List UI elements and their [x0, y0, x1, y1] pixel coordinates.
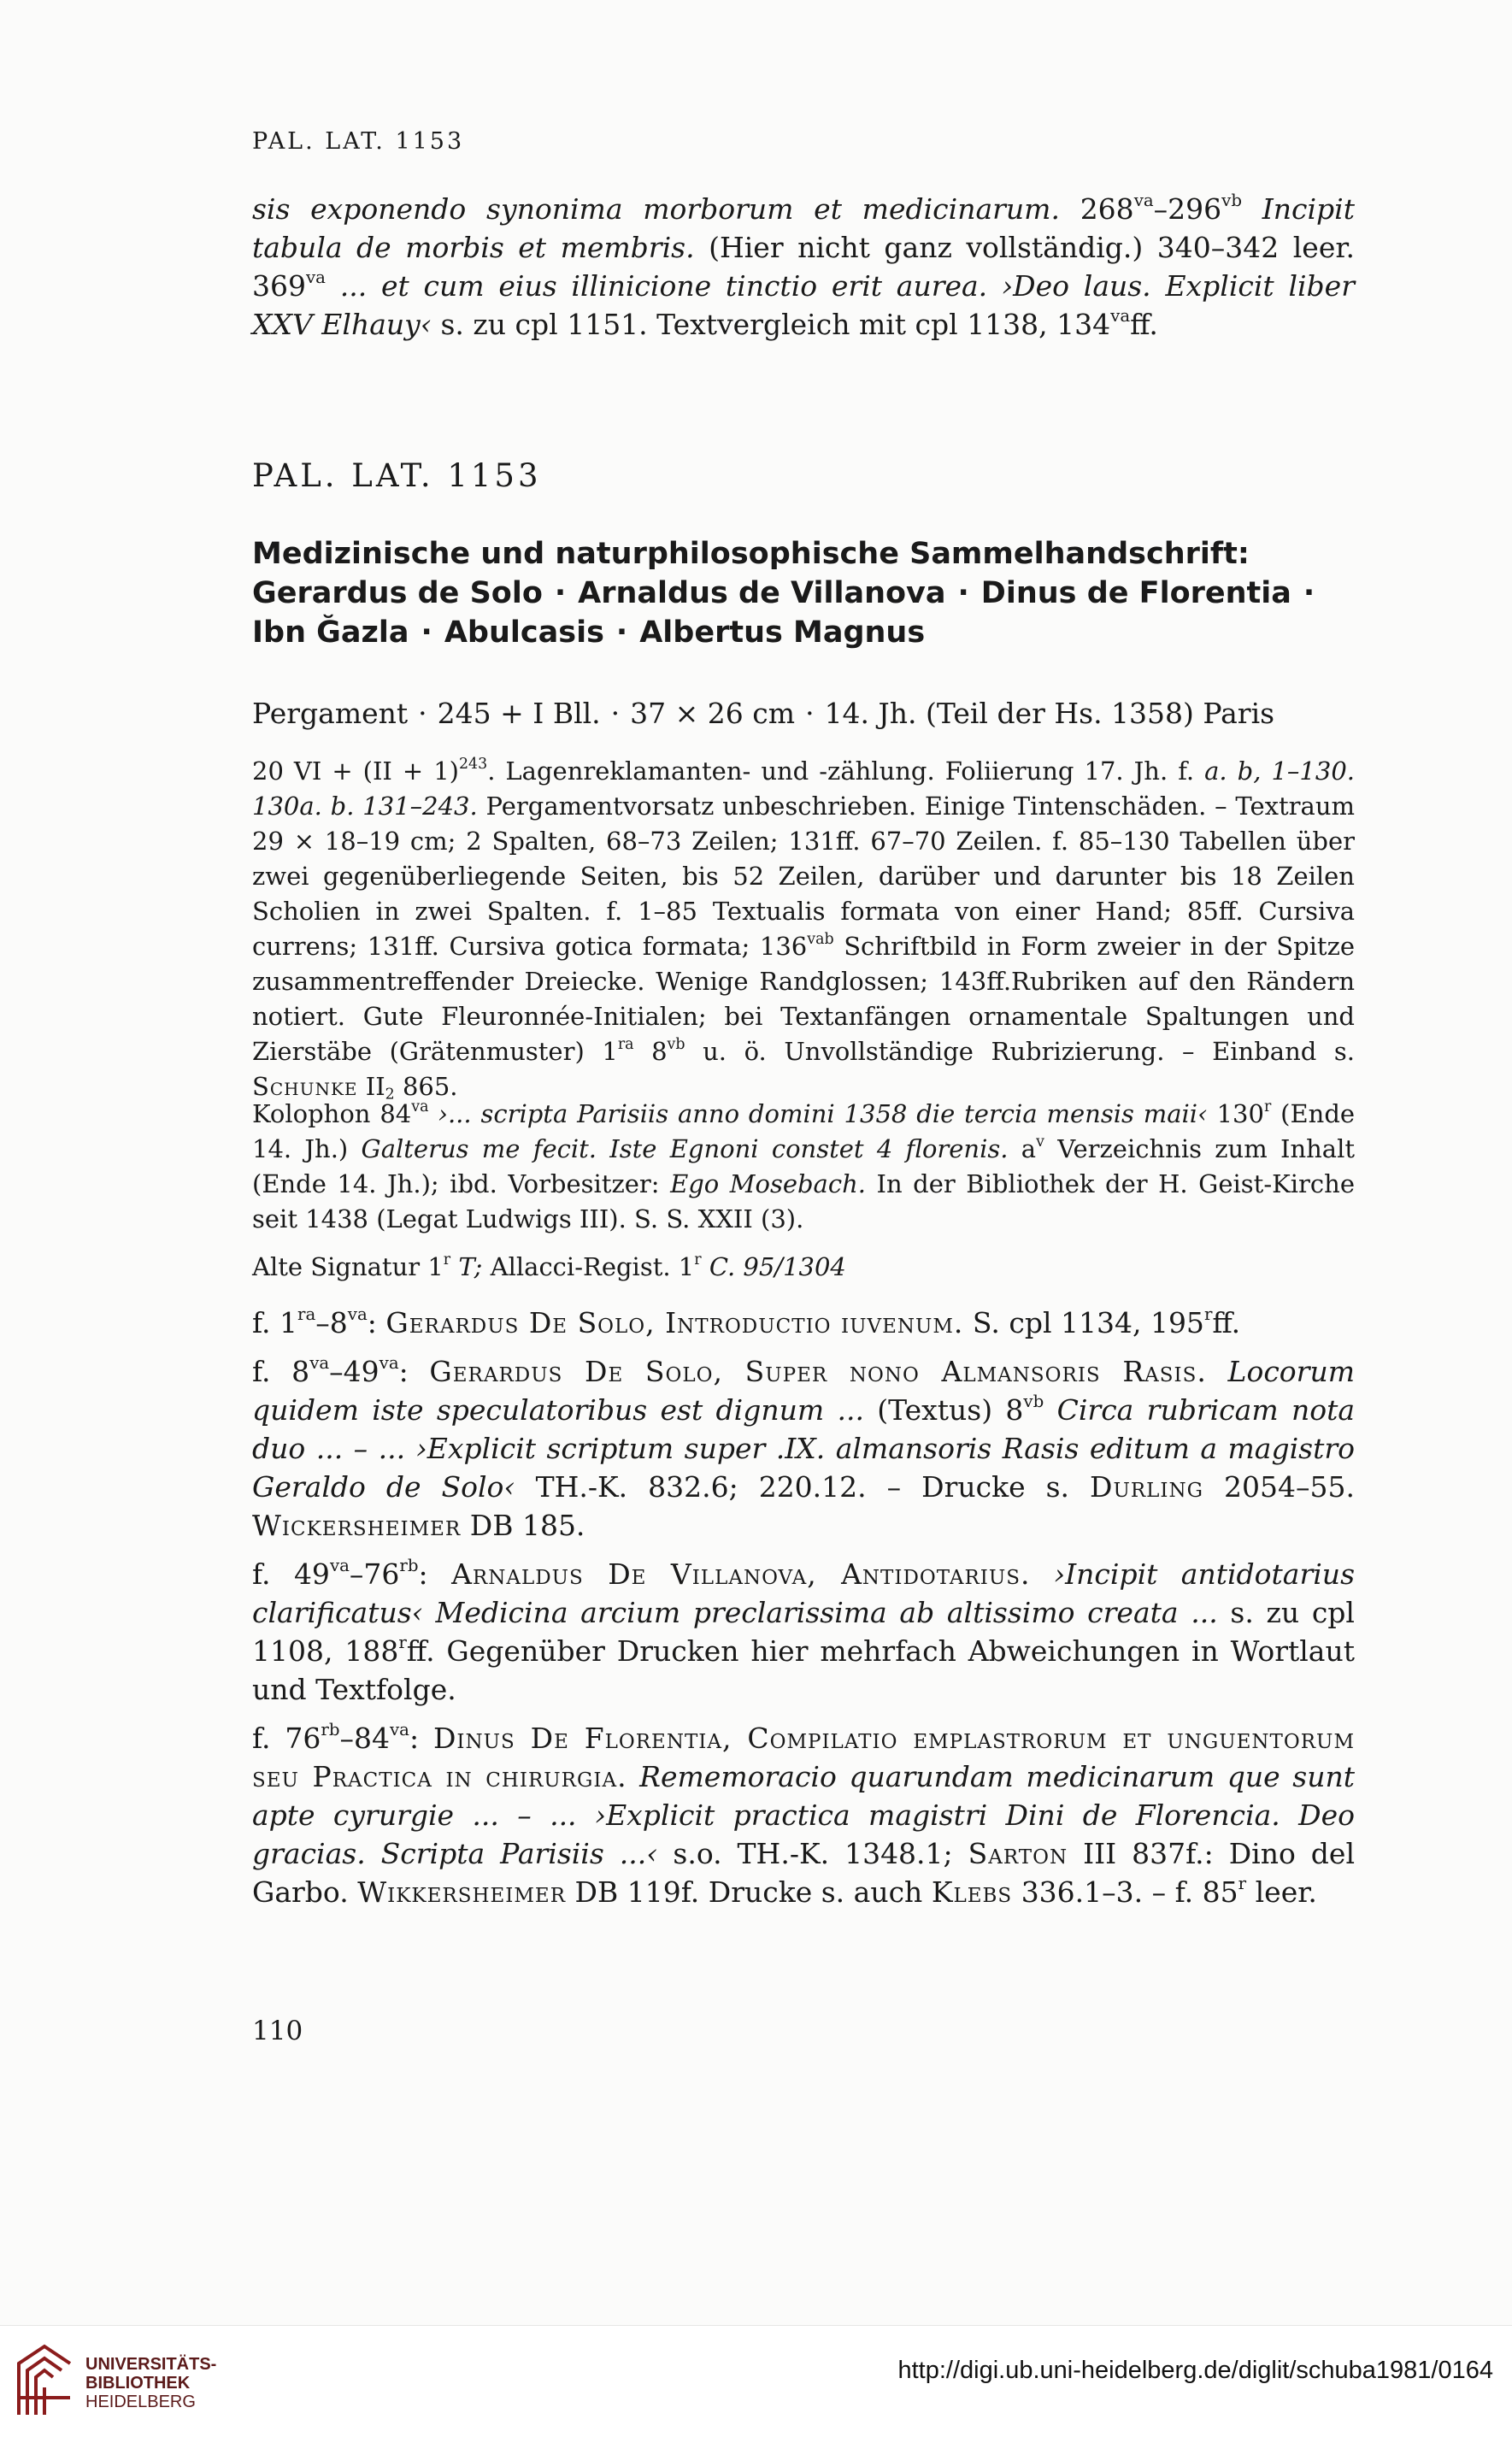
codicological-description: 20 VI + (II + 1)$^{243}$. Lagenreklamanten- und -zählung. Foliierung 17. Jh. f. a. b, 1–130. 130a. b. 131–243. Pergamentvorsatz unbeschrieben. Einige Tintenschäden. – Textraum 29 × 18–19 cm; 2 Spalten, 68–73 Zeilen; 131ff. 67–70 Zeilen. f. 85–130 Tabellen über zwei gegenüberliegende Seiten, bis 52 Zeilen, darüber und darunter bis 18 Zeilen Scholien in zwei Spalten. f. 1–85 Textualis formata von einer Hand; 85ff. Cursiva currens; 131ff. Cursiva gotica formata; $136^{vab}$ Schriftbild in Form zweier in der Spitze zusammentreffender Dreiecke. Wenige Randglossen; 143ff.Rubriken auf den Rändern notiert. Gute Fleuronnée-Initialen; bei Textanfängen ornamentale Spaltungen und Zierstäbe (Grätenmuster) $1^{ra}$ $8^{vb}$ u. ö. Unvollständige Rubrizierung. – Einband s. Schunke $II_2$ 865. [252, 755, 1356, 1104]
page-number: 110 [252, 2016, 303, 2046]
running-head: PAL. LAT. 1153 [252, 128, 465, 155]
contents-entry: f. $49^{va}-76^{rb}$: Arnaldus De Villanova, Antidotarius. ›Incipit antidotarius clarificatus‹ Medicina arcium preclarissima ab altissimo creata ... s. zu cpl 1108, 188$^r$ff. Gegenüber Drucken hier mehrfach Abweichungen in Wortlaut und Textfolge. [252, 1556, 1355, 1706]
footer-bar [0, 2325, 1512, 2437]
physical-description: Pergament · 245 + I Bll. · 37 × 26 cm · 14. Jh. (Teil der Hs. 1358) Paris [252, 697, 1275, 730]
contents-entry: f. $76^{rb}-84^{va}$: Dinus De Florentia, Compilatio emplastrorum et unguentorum seu Practica in chirurgia. Rememoracio quarundam medicinarum que sunt apte cyrurgie ... – ... ›Explicit practica magistri Dini de Florencia. Deo gracias. Scripta Parisiis ...‹ s.o. TH.-K. 1348.1; Sarton III 837f.: Dino del Garbo. Wikkersheimer DB 119f. Drucke s. auch Klebs 336.1–3. – f. 85$^r$ leer. [252, 1720, 1356, 1909]
carryover-incipit: sis exponendo synonima morborum et medicinarum. [252, 192, 1060, 226]
library-logo-icon[interactable] [10, 2338, 79, 2423]
permalink-url[interactable]: http://digi.ub.uni-heidelberg.de/diglit/schuba1981/0164 [897, 2357, 1493, 2384]
old-signature: Alte Signatur 1$^r$ T; Allacci-Regist. 1$^r$ C. 95/1304 [252, 1251, 846, 1281]
contents-entry: f. $1^{ra}-8^{va}$: Gerardus De Solo, Introductio iuvenum. S. cpl 1134, 195$^r$ff. [252, 1304, 1241, 1339]
colophon: Kolophon $84^{va}$ ›... scripta Parisiis anno domini 1358 die tercia mensis maii‹ 130$^r$ (Ende 14. Jh.) Galterus me fecit. Iste Egnoni constet 4 florenis. $a^v$ Verzeichnis zum Inhalt (Ende 14. Jh.); ibd. Vorbesitzer: Ego Mosebach. In der Bibliothek der H. Geist-Kirche seit 1438 (Legat Ludwigs III). S. S. XXII (3). [252, 1098, 1356, 1233]
institution-name[interactable]: UNIVERSITÄTS- BIBLIOTHEK HEIDELBERG [85, 2355, 217, 2411]
contents-entry: f. $8^{va}-49^{va}$: Gerardus De Solo, Super nono Almansoris Rasis. Locorum quidem iste speculatoribus est dignum ... (Textus) $8^{vb}$ Circa rubricam nota duo ... – ... ›Explicit scriptum super .IX. almansoris Rasis editum a magistro Geraldo de Solo‹ TH.-K. 832.6; 220.12. – Drucke s. Durling 2054–55. Wickersheimer DB 185. [252, 1353, 1355, 1542]
manuscript-signature: PAL. LAT. 1153 [252, 457, 542, 494]
manuscript-title: Medizinische und naturphilosophische Sammelhandschrift: Gerardus de Solo · Arnaldus de Villanova · Dinus de Florentia ·Ibn Ğazla · Abulcasis · Albertus Magnus [252, 537, 1315, 650]
contents-entries [252, 1304, 1355, 1922]
carryover-text: sis exponendo synonima morborum et medicinarum. $268^{va}-296^{vb}$ Incipit tabula de morbis et membris. (Hier nicht ganz vollständig.) 340–342 leer. $369^{va}$ ... et cum eius illinicione tinctio erit aurea. ›Deo laus. Explicit liber XXV Elhauy‹ s. zu cpl 1151. Textvergleich mit cpl 1138, $134^{va}ff$. [252, 191, 1355, 341]
